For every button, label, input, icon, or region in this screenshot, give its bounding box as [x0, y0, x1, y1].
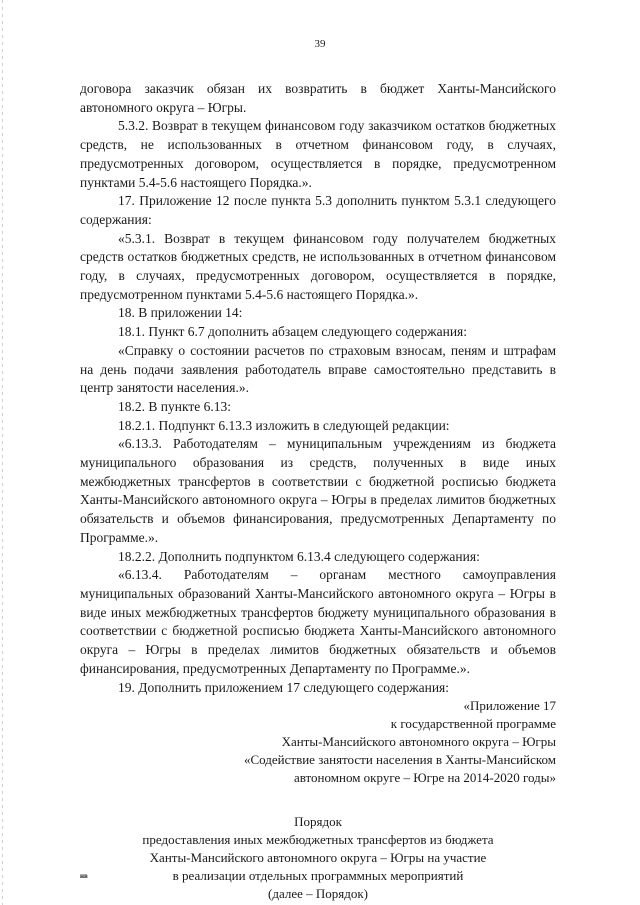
- appendix-header-line: к государственной программе: [390, 716, 556, 732]
- paragraph: договора заказчик обязан их возвратить в бюджет Ханты-Мансийского автономного округа – Югры.: [80, 81, 556, 115]
- paragraph: 18. В приложении 14:: [118, 305, 243, 321]
- scan-edge: [2, 0, 3, 905]
- page-number: 39: [314, 38, 326, 50]
- appendix-header-line: «Приложение 17: [463, 698, 556, 714]
- title-line: Порядок: [294, 814, 342, 830]
- appendix-header: [80, 697, 556, 787]
- footer-mark: нв: [80, 872, 88, 880]
- paragraph: 17. Приложение 12 после пункта 5.3 дополнить пунктом 5.3.1 следующего содержания:: [80, 193, 556, 227]
- paragraph: 5.3.2. Возврат в текущем финансовом году заказчиком остатков бюджетных средств, не использованных в отчетном финансовом году, в случаях, предусмотренных договором, осуществляется в порядке, предусмотренном пунктами 5.4-5.6 настоящего Порядка.».: [80, 118, 556, 190]
- paragraph: «6.13.3. Работодателям – муниципальным учреждениям из бюджета муниципального образования из средств, полученных в виде иных межбюджетных трансфертов в соответствии с бюджетной росписью бюджета Ханты-Мансийского автономного округа – Югры в пределах лимитов бюджетных обязательств и объемов финансирования, предусмотренных Департаменту по Программе.».: [80, 436, 556, 545]
- appendix-header-line: Ханты-Мансийского автономного округа – Югры: [281, 734, 556, 750]
- appendix-header-line: автономном округе – Югре на 2014-2020 годы»: [293, 770, 556, 786]
- title-line: Ханты-Мансийского автономного округа – Югры на участие: [149, 850, 487, 866]
- title-line: в реализации отдельных программных мероприятий: [172, 868, 464, 884]
- paragraph: 18.2.1. Подпункт 6.13.3 изложить в следующей редакции:: [118, 417, 450, 433]
- paragraph: 18.1. Пункт 6.7 дополнить абзацем следующего содержания:: [118, 324, 468, 340]
- paragraph: «Справку о состоянии расчетов по страховым взносам, пеням и штрафам на день подачи заявления работодатель вправе самостоятельно представить в центр занятости населения.».: [80, 342, 556, 396]
- appendix-header-line: «Содействие занятости населения в Ханты-Мансийском: [244, 752, 556, 768]
- title-line: (далее – Порядок): [268, 886, 368, 902]
- paragraph: «6.13.4. Работодателям – органам местного самоуправления муниципальных образований Ханты-Мансийского автономного округа – Югры в виде иных межбюджетных трансфертов бюджету муниципального образования в соответствии с бюджетной росписью бюджета Ханты-Мансийского автономного округа – Югры в пределах лимитов бюджетных обязательств и объемов финансирования, предусмотренных Департаменту по Программе.».: [80, 567, 556, 676]
- paragraph: 18.2. В пункте 6.13:: [118, 398, 231, 414]
- title-line: предоставления иных межбюджетных трансфертов из бюджета: [142, 832, 494, 848]
- document-body: [80, 80, 556, 903]
- paragraph: 18.2.2. Дополнить подпунктом 6.13.4 следующего содержания:: [118, 548, 480, 564]
- paragraph: «5.3.1. Возврат в текущем финансовом году получателем бюджетных средств остатков бюджетных средств, не использованных в отчетном финансовом году, в случаях, предусмотренных договором, осуществляется в порядке, предусмотренном пунктами 5.4-5.6 настоящего Порядка.».: [80, 230, 556, 302]
- paragraph: 19. Дополнить приложением 17 следующего содержания:: [118, 679, 450, 695]
- document-title: [80, 813, 556, 903]
